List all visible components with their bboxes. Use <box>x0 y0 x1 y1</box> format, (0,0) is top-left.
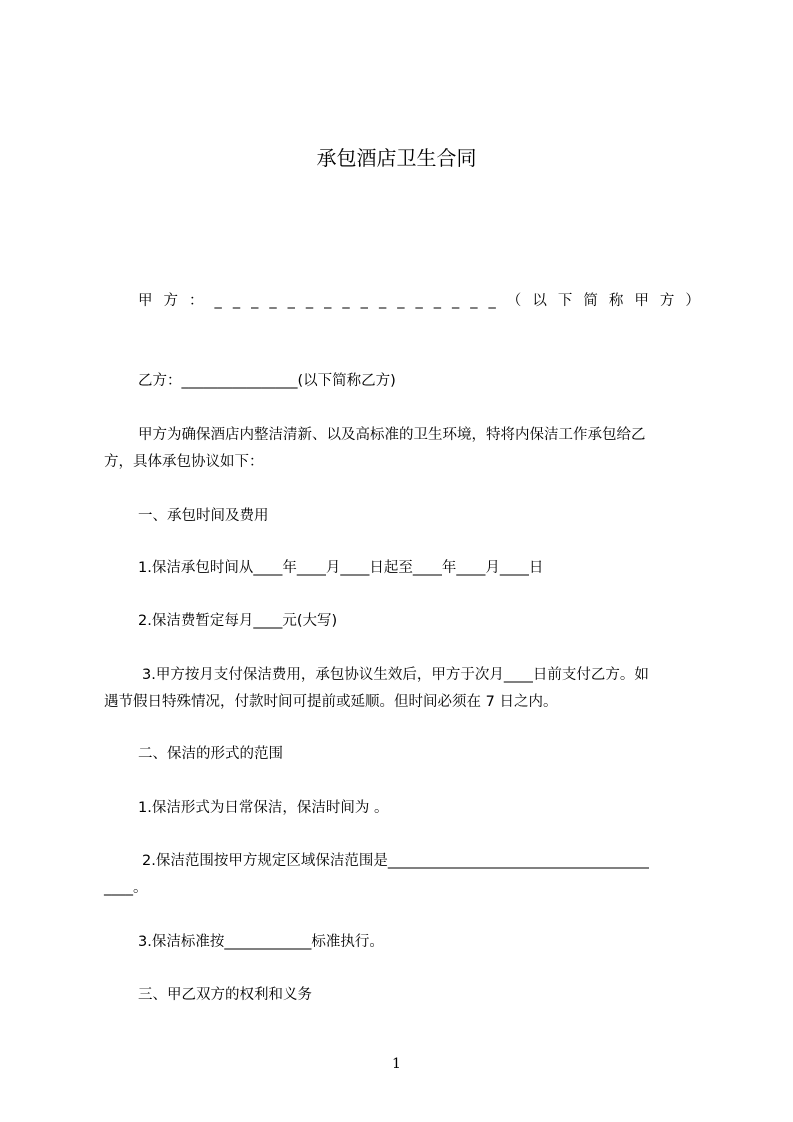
party-a-char: _ <box>269 293 277 309</box>
party-a-char: _ <box>415 293 423 309</box>
section-1-heading: 一、承包时间及费用 <box>138 508 269 524</box>
section-2-item-2-line-2: ____。 <box>104 880 148 896</box>
intro-line-2: 方，具体承包协议如下： <box>104 454 264 470</box>
party-a-char: _ <box>360 293 368 309</box>
party-a-char: ： <box>189 293 204 309</box>
party-a-char: ） <box>685 293 700 309</box>
section-1-item-3-line-1: 3.甲方按月支付保洁费用，承包协议生效后，甲方于次月____日前支付乙方。如 <box>142 667 649 683</box>
section-1-item-2: 2.保洁费暂定每月____元(大写) <box>138 613 338 629</box>
section-1-item-1: 1.保洁承包时间从____年____月____日起至____年____月____日 <box>138 560 544 576</box>
party-a-char: _ <box>287 293 295 309</box>
party-a-char: 简 <box>583 293 598 309</box>
section-2-item-2-line-1: 2.保洁范围按甲方规定区域保洁范围是____________________________________ <box>142 853 649 869</box>
party-a-char: _ <box>232 293 241 309</box>
party-a-char: （ <box>506 293 522 309</box>
party-a-char: _ <box>452 293 460 309</box>
party-a-char: _ <box>214 293 222 309</box>
party-a-char: _ <box>324 293 332 309</box>
intro-line-1: 甲方为确保酒店内整洁清新、以及高标准的卫生环境，特将内保洁工作承包给乙 <box>138 427 646 443</box>
party-b-line: 乙方：________________(以下简称乙方) <box>138 373 396 389</box>
party-a-char: _ <box>305 293 314 309</box>
party-a-char: _ <box>397 293 405 309</box>
party-a-char: _ <box>342 293 350 309</box>
section-2-heading: 二、保洁的形式的范围 <box>138 746 283 762</box>
party-a-char: _ <box>433 293 441 309</box>
party-a-char: 甲 <box>138 293 153 309</box>
section-2-item-3: 3.保洁标准按____________标准执行。 <box>138 934 384 950</box>
party-a-line <box>138 291 700 311</box>
party-a-char: 称 <box>608 293 624 309</box>
party-a-char: _ <box>251 293 259 309</box>
party-a-char: _ <box>488 293 496 309</box>
party-a-char: _ <box>470 293 478 309</box>
section-2-item-1: 1.保洁形式为日常保洁，保洁时间为 。 <box>138 800 389 816</box>
party-a-char: 甲 <box>634 293 649 309</box>
page-number: 1 <box>392 1056 401 1072</box>
section-3-heading: 三、甲乙双方的权利和义务 <box>138 987 312 1003</box>
party-a-char: _ <box>378 293 387 309</box>
document-title: 承包酒店卫生合同 <box>316 146 477 170</box>
party-a-char: 方 <box>659 293 675 309</box>
party-a-char: 下 <box>557 293 573 309</box>
party-a-char: 以 <box>532 293 547 309</box>
party-a-char: 方 <box>163 293 179 309</box>
section-1-item-3-line-2: 遇节假日特殊情况，付款时间可提前或延顺。但时间必须在 7 日之内。 <box>104 694 558 710</box>
